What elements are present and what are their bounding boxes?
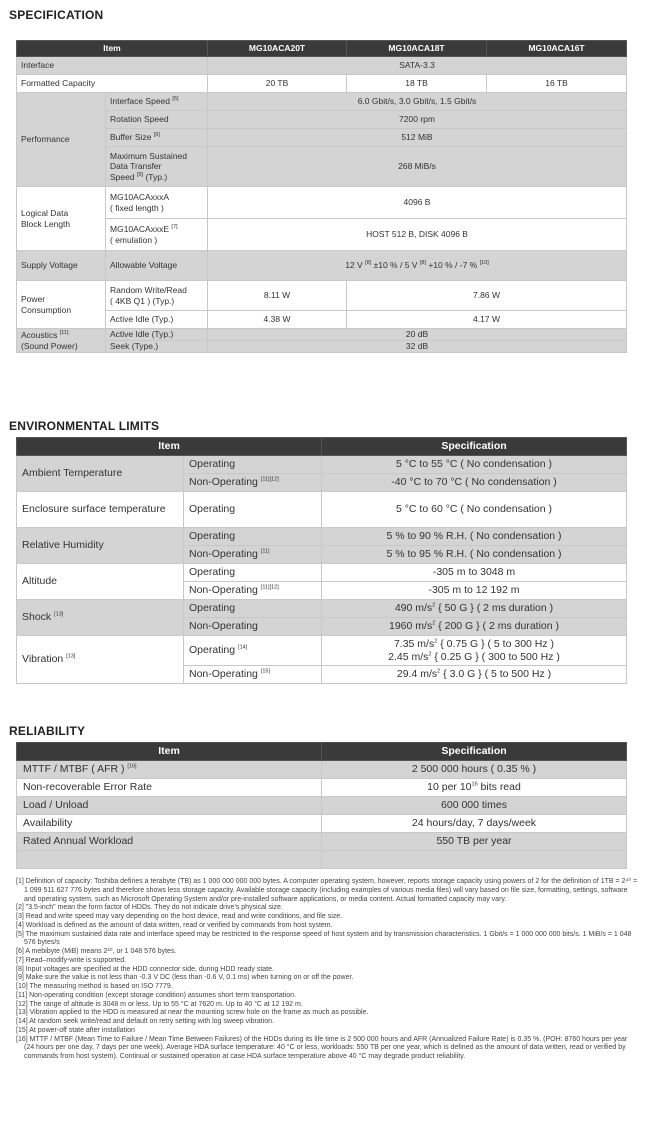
header-model-18t: MG10ACA18T — [347, 41, 487, 57]
interface-value: SATA-3.3 — [208, 57, 627, 75]
specification-table — [16, 40, 627, 353]
header-model-20t: MG10ACA20T — [208, 41, 347, 57]
footnote: [9] Make sure the value is not less than -0.3 V DC (less than -0.6 V, 0.1 ms) when turning on or off the power. — [16, 974, 354, 982]
footnote: [3] Read and write speed may vary depending on the host device, read and write conditions, and file size. — [16, 913, 343, 920]
capacity-18t: 18 TB — [347, 75, 487, 93]
footnote: [5] The maximum sustained data rate and interface speed may be restricted to the response speed of host system and by transmission characteristics. 1 Gbit/s = 1 000 000 000 bits/s. 1 MiB/s = 1 048 576 bytes/s — [16, 930, 632, 947]
random-rw-label: Random Write/Read ( 4KB Q1 ) (Typ.) — [106, 281, 208, 311]
vibration-op-value: 7.35 $m/s^2$ { 0.75 G } ( 5 to 300 Hz ) 2.45 $m/s^2$ { 0.25 G } ( 300 to 500 Hz ) — [322, 636, 627, 666]
reliability-title: RELIABILITY — [9, 724, 86, 738]
footnote: [14] At random seek write/read and default on retry setting with log sweep vibration. — [16, 1018, 274, 1025]
footnote: [6] A mebibyte (MiB) means 2²⁰, or 1 048 576 bytes. — [16, 948, 177, 955]
load-unload-label: Load / Unload — [17, 797, 322, 815]
shock-nonop-label: Non-Operating — [184, 618, 322, 636]
logical-block-e-label: MG10ACAxxxE [7] ( emulation ) — [106, 219, 208, 251]
workload-value: 550 TB per year — [322, 833, 627, 851]
acoustics-idle-label: Active Idle (Typ.) — [106, 329, 208, 341]
ambient-nonop-label: Non-Operating [11][12] — [184, 474, 322, 492]
header-item: Item — [17, 41, 208, 57]
logical-block-a-value: 4096 B — [208, 187, 627, 219]
acoustics-idle-value: 20 dB — [208, 329, 627, 341]
footnote: [10] The measuring method is based on ISO 7779. — [16, 983, 173, 990]
altitude-op-value: -305 m to 3048 m — [322, 564, 627, 582]
footnote: [15] At power-off state after installation — [16, 1026, 135, 1034]
env-header-item: Item — [17, 438, 322, 456]
shock-nonop-value: 1960 $m/s^2$ { 200 G } ( 2 ms duration ) — [322, 618, 627, 636]
footnote: [11] Non-operating condition (except storage condition) assumes short term transportation. — [16, 991, 297, 999]
header-model-16t: MG10ACA16T — [487, 41, 627, 57]
footnote: [2] "3.5-inch" mean the form factor of HDDs. They do not indicate drive's physical size. — [16, 904, 283, 912]
active-idle-power-18t-16t: 4.17 W — [347, 311, 627, 329]
altitude-op-label: Operating — [184, 564, 322, 582]
shock-label: Shock [13] — [17, 600, 184, 636]
mttf-value: 2 500 000 hours ( 0.35 % ) — [322, 761, 627, 779]
interface-speed-value: 6.0 Gbit/s, 3.0 Gbit/s, 1.5 Gbit/s — [208, 93, 627, 111]
enclosure-op-value: 5 °C to 60 °C ( No condensation ) — [322, 492, 627, 528]
rotation-speed-value: 7200 rpm — [208, 111, 627, 129]
environmental-limits-title: ENVIRONMENTAL LIMITS — [9, 419, 160, 433]
error-rate-label: Non-recoverable Error Rate — [17, 779, 322, 797]
sustained-speed-value: 268 MiB/s — [208, 147, 627, 187]
availability-value: 24 hours/day, 7 days/week — [322, 815, 627, 833]
buffer-size-label: Buffer Size [6] — [106, 129, 208, 147]
humidity-nonop-value: 5 % to 95 % R.H. ( No condensation ) — [322, 546, 627, 564]
acoustics-label: Acoustics [11] (Sound Power) — [17, 329, 106, 353]
capacity-label: Formatted Capacity — [17, 75, 208, 93]
rotation-speed-label: Rotation Speed — [106, 111, 208, 129]
footnote: [12] The range of altitude is 3048 m or less. Up to 55 °C at 7620 m. Up to 40 °C at 12 192 m. — [16, 1000, 303, 1008]
logical-block-label: Logical Data Block Length — [17, 187, 106, 251]
footnotes — [16, 878, 638, 1062]
altitude-nonop-label: Non-Operating [11][12] — [184, 582, 322, 600]
footnote: [1] Definition of capacity: Toshiba defines a terabyte (TB) as 1 000 000 000 000 bytes. A computer operating system, however, reports storage capacity using powers of 2 for the definition of 1TB = 2⁴⁰ = 1 099 511 627 776 bytes and therefore shows less storage capacity. Available storage capacity (including examples of various media files) will vary based on file size, formatting, settings, software and operating system, such as Microsoft Operating System and/or pre-installed software applications, or media content. Actual formatted capacity may vary. — [16, 878, 638, 903]
humidity-op-label: Operating — [184, 528, 322, 546]
sustained-speed-label: Maximum Sustained Data Transfer Speed [5] (Typ.) — [106, 147, 208, 187]
shock-op-label: Operating — [184, 600, 322, 618]
random-rw-20t: 8.11 W — [208, 281, 347, 311]
error-rate-value: 10 per $10^{16}$ bits read — [322, 779, 627, 797]
ambient-op-value: 5 °C to 55 °C ( No condensation ) — [322, 456, 627, 474]
active-idle-power-20t: 4.38 W — [208, 311, 347, 329]
empty-row-cell — [17, 851, 322, 869]
enclosure-temp-label: Enclosure surface temperature — [17, 492, 184, 528]
shock-op-value: 490 $m/s^2$ { 50 G } ( 2 ms duration ) — [322, 600, 627, 618]
footnote: [8] Input voltages are specified at the HDD connector side, during HDD ready state. — [16, 965, 274, 973]
environmental-limits-table — [16, 437, 627, 684]
workload-label: Rated Annual Workload — [17, 833, 322, 851]
mttf-label: MTTF / MTBF ( AFR ) [16] — [17, 761, 322, 779]
random-rw-18t-16t: 7.86 W — [347, 281, 627, 311]
logical-block-e-value: HOST 512 B, DISK 4096 B — [208, 219, 627, 251]
specification-title: SPECIFICATION — [9, 8, 104, 22]
humidity-label: Relative Humidity — [17, 528, 184, 564]
availability-label: Availability — [17, 815, 322, 833]
rel-header-spec: Specification — [322, 743, 627, 761]
humidity-op-value: 5 % to 90 % R.H. ( No condensation ) — [322, 528, 627, 546]
power-consumption-label: Power Consumption — [17, 281, 106, 329]
supply-voltage-label: Supply Voltage — [17, 251, 106, 281]
ambient-op-label: Operating — [184, 456, 322, 474]
load-unload-value: 600 000 times — [322, 797, 627, 815]
footnote: [7] Read–modify-write is supported. — [16, 956, 127, 964]
supply-voltage-value: 12 V [8] ±10 % / 5 V [8] +10 % / -7 % [10] — [208, 251, 627, 281]
env-header-spec: Specification — [322, 438, 627, 456]
allowable-voltage-label: Allowable Voltage — [106, 251, 208, 281]
footnote: [13] Vibration applied to the HDD is measured at near the mounting screw hole on the frame as much as possible. — [16, 1009, 369, 1017]
empty-row-cell — [322, 851, 627, 869]
acoustics-seek-value: 32 dB — [208, 341, 627, 353]
acoustics-seek-label: Seek (Type.) — [106, 341, 208, 353]
footnote: [16] MTTF / MTBF (Mean Time to Failure / Mean Time Between Failures) of the HDDs during its life time is 2 500 000 hours and AFR (Annualized Failure Rate) is 0.35 %. (POH: 8760 hours per year (24 hours per one day, 7 days per one week). Average HDA surface temperature: 40 °C or less, workloads: 550 TB per one year, which is defined as the amount of data written, read or verified by commands from host system). Continual or sustained operation at case HDA surface temperature above 40 °C may degrade product reliability. — [16, 1035, 628, 1060]
reliability-table — [16, 742, 627, 869]
vibration-op-label: Operating [14] — [184, 636, 322, 666]
vibration-nonop-value: 29.4 $m/s^2$ { 3.0 G } ( 5 to 500 Hz ) — [322, 666, 627, 684]
interface-speed-label: Interface Speed [5] — [106, 93, 208, 111]
performance-label: Performance — [17, 93, 106, 187]
active-idle-power-label: Active Idle (Typ.) — [106, 311, 208, 329]
humidity-nonop-label: Non-Operating [11] — [184, 546, 322, 564]
altitude-label: Altitude — [17, 564, 184, 600]
capacity-20t: 20 TB — [208, 75, 347, 93]
altitude-nonop-value: -305 m to 12 192 m — [322, 582, 627, 600]
vibration-nonop-label: Non-Operating [15] — [184, 666, 322, 684]
interface-label: Interface — [17, 57, 208, 75]
ambient-nonop-value: -40 °C to 70 °C ( No condensation ) — [322, 474, 627, 492]
enclosure-op-label: Operating — [184, 492, 322, 528]
ambient-temp-label: Ambient Temperature — [17, 456, 184, 492]
buffer-size-value: 512 MiB — [208, 129, 627, 147]
vibration-label: Vibration [13] — [17, 636, 184, 684]
footnote: [4] Workload is defined as the amount of data written, read or verified by commands from host system. — [16, 921, 333, 929]
rel-header-item: Item — [17, 743, 322, 761]
logical-block-a-label: MG10ACAxxxA ( fixed length ) — [106, 187, 208, 219]
capacity-16t: 16 TB — [487, 75, 627, 93]
